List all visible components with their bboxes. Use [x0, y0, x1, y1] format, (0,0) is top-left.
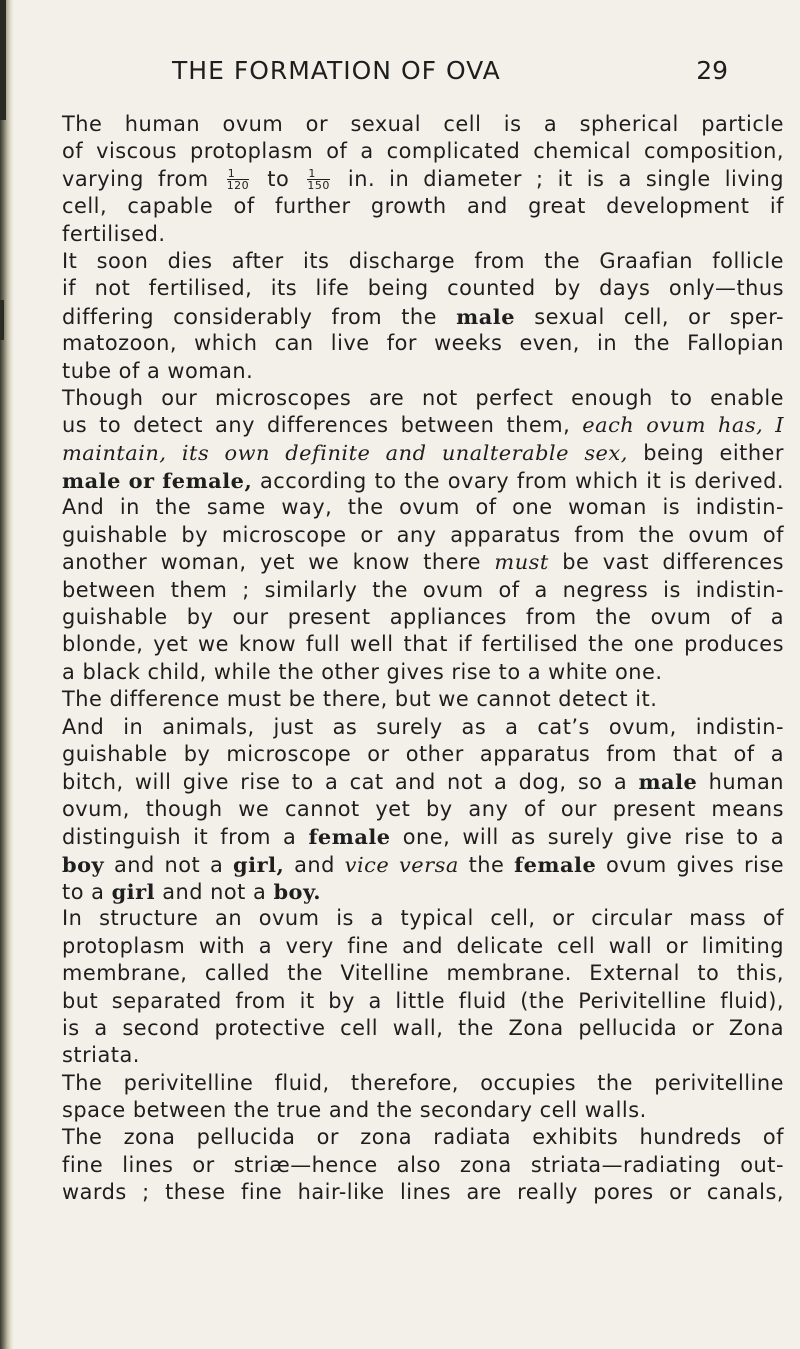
text-line: ovum, though we cannot yet by any of our present means	[62, 796, 784, 821]
text-line: It soon dies after its discharge from the Graafian follicle	[62, 248, 784, 273]
text-line: The human ovum or sexual cell is a spherical particle	[62, 112, 784, 136]
text-line: a black child, while the other gives rise to a white one.	[62, 659, 663, 684]
text-line: Though our microscopes are not perfect enough to enable	[62, 385, 784, 410]
text-line: between them ; similarly the ovum of a negress is indistin-	[62, 577, 784, 602]
spine-mark	[0, 300, 4, 340]
text-line: is a second protective cell wall, the Zona pellucida or Zona	[62, 1015, 784, 1040]
page-body	[62, 111, 784, 1207]
text-line: us to detect any differences between them, each ovum has, I	[62, 413, 785, 438]
text-line: The zona pellucida or zona radiata exhibits hundreds of	[62, 1125, 784, 1150]
text-line: cell, capable of further growth and great development if	[62, 194, 784, 219]
text-line: tube of a woman.	[62, 358, 254, 383]
text-line: The perivitelline fluid, therefore, occupies the perivitelline	[62, 1070, 784, 1095]
page-header	[62, 56, 784, 92]
text-line: guishable by microscope or other apparatus from that of a	[62, 741, 784, 766]
fraction-one-150th: $\frac{1}{150}$	[307, 167, 330, 193]
text-line: bitch, will give rise to a cat and not a dog, so a male human	[62, 769, 785, 795]
text-line: blonde, yet we know full well that if fertilised the one produces	[62, 632, 784, 657]
fraction-one-120th: $\frac{1}{120}$	[226, 167, 250, 193]
text-line: varying from $\frac{1}{120}$ to $\frac{1}{150}$ in. in diameter ; it is a single living	[62, 166, 785, 193]
text-line: but separated from it by a little fluid (the Perivitelline fluid),	[62, 988, 784, 1013]
text-line: space between the true and the secondary cell walls.	[62, 1098, 647, 1123]
running-title: THE FORMATION OF OVA	[172, 56, 501, 85]
text-line: differing considerably from the male sexual cell, or sper-	[62, 303, 784, 329]
text-line: And in the same way, the ovum of one woman is indistin-	[62, 495, 784, 520]
text-line: another woman, yet we know there must be vast differences	[62, 550, 784, 575]
text-line: fine lines or striæ—hence also zona striata—radiating out-	[62, 1152, 784, 1177]
text-line: if not fertilised, its life being counted by days only—thus	[62, 276, 784, 301]
text-line: male or female, according to the ovary from which it is derived.	[62, 468, 785, 494]
text-line: distinguish it from a female one, will as surely give rise to a	[62, 824, 785, 850]
text-line: matozoon, which can live for weeks even, in the Fallopian	[62, 331, 784, 356]
text-line: of viscous protoplasm of a complicated chemical composition,	[62, 139, 784, 164]
text-line: protoplasm with a very fine and delicate cell wall or limiting	[62, 933, 784, 958]
book-spine-shadow	[0, 0, 14, 1349]
text-line: boy and not a girl, and vice versa the female ovum gives rise	[62, 851, 785, 877]
text-line: guishable by microscope or any apparatus from the ovum of	[62, 522, 784, 547]
text-line: fertilised.	[62, 221, 166, 246]
text-line: membrane, called the Vitelline membrane. External to this,	[62, 961, 784, 986]
text-line: to a girl and not a boy.	[62, 878, 322, 904]
text-line: maintain, its own definite and unalterable sex, being either	[62, 440, 785, 465]
text-line: And in animals, just as surely as a cat’s ovum, indistin-	[62, 714, 784, 739]
page-number: 29	[696, 56, 728, 85]
text-line: guishable by our present appliances from the ovum of a	[62, 605, 784, 630]
text-line: In structure an ovum is a typical cell, or circular mass of	[62, 906, 784, 931]
text-line: The difference must be there, but we cannot detect it.	[62, 687, 658, 712]
spine-mark	[0, 0, 6, 120]
text-line: wards ; these fine hair-like lines are really pores or canals,	[62, 1180, 784, 1205]
text-line: striata.	[62, 1043, 140, 1068]
